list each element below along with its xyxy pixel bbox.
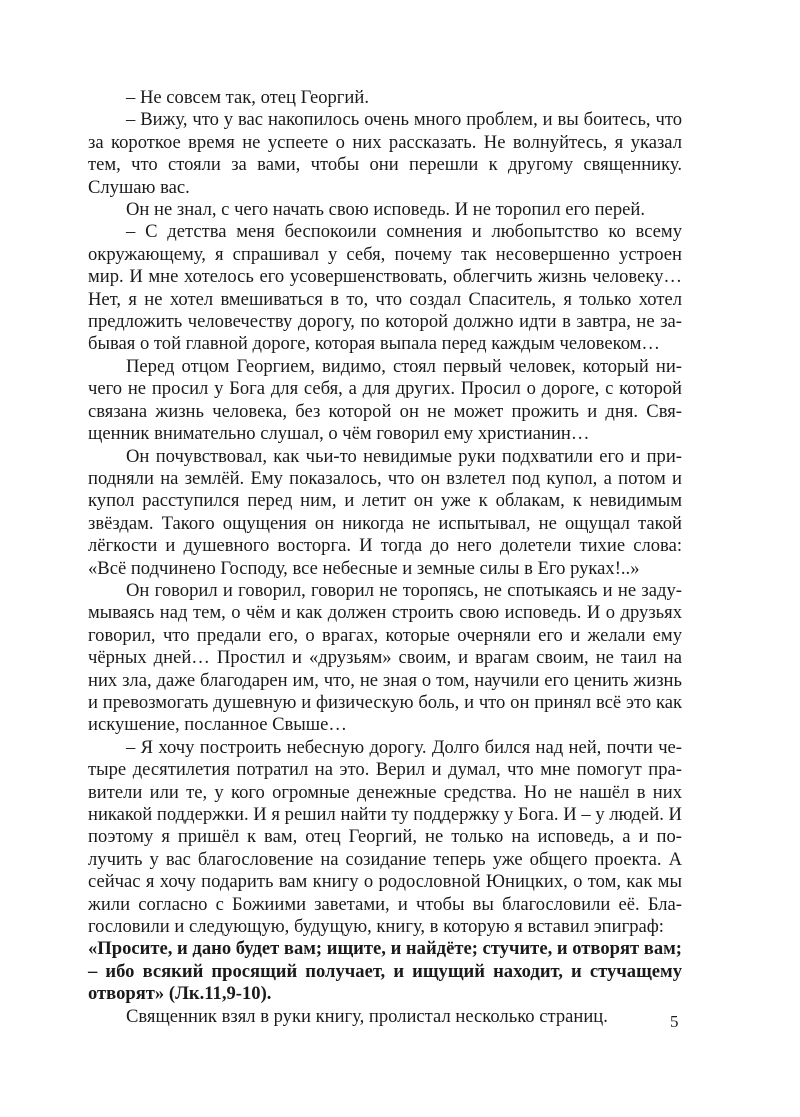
paragraph-6: Он почувствовал, как чьи-то невидимые руки подхватили его и приподняли на землёй. Ему показалось, что он взлетел под купол, а потом и купол расступился перед ним, и летит он уже к облакам, к невидимым звёздам. Такого ощущения он никогда не испытывал, не ощущал такой лёгкости и душевного восторга. И тогда до него долетели тихие слова: «Всё подчинено Господу, все небесные и земные силы в Его руках!..» bbox=[88, 445, 682, 579]
paragraph-2: – Вижу, что у вас накопилось очень много проблем, и вы боитесь, что за короткое время не успеете о них рассказать. Не волнуйтесь, я указал тем, что стояли за вами, чтобы они перешли к другому священнику. Слушаю вас. bbox=[88, 109, 682, 198]
paragraph-8: – Я хочу построить небесную дорогу. Долго бился над ней, почти четыре десятилетия потратил на это. Верил и думал, что мне помогут правители или те, у кого огромные денежные средства. Но не нашёл в них никакой поддержки. И я решил найти ту поддержку у Бога. И – у людей. И поэтому я пришёл к вам, отец Георгий, не только на исповедь, а и получить у вас благословение на созидание теперь уже общего проекта. А сейчас я хочу подарить вам книгу о родословной Юницких, о том, как мы жили согласно с Божиими заветами, и чтобы вы благословили её. Благословили и следующую, будущую, книгу, в которую я вставил эпиграф: bbox=[88, 736, 682, 938]
epigraph-quote: «Просите, и дано будет вам; ищите, и найдёте; стучите, и отворят вам; – ибо всякий просящий получает, и ищущий находит, и стучащему отворят» (Лк.11,9-10). bbox=[88, 938, 683, 1005]
paragraph-4: – С детства меня беспокоили сомнения и любопытство ко всему окружающему, я спрашивал у себя, почему так несовершенно устроен мир. И мне хотелось его усовершенствовать, облегчить жизнь человеку… Нет, я не хотел вмешиваться в то, что создал Спаситель, я только хотел предложить человечеству дорогу, по которой должно идти в завтра, не забывая о той главной дороге, которая выпала перед каждым человеком… bbox=[88, 221, 682, 355]
paragraph-5: Перед отцом Георгием, видимо, стоял первый человек, который ничего не просил у Бога для себя, а для других. Просил о дороге, с которой связана жизнь человека, без которой он не может прожить и дня. Священник внимательно слушал, о чём говорил ему христианин… bbox=[88, 355, 682, 445]
page-body bbox=[88, 87, 682, 1028]
paragraph-3: Он не знал, с чего начать свою исповедь. И не торопил его перей. bbox=[126, 199, 645, 221]
paragraph-1: – Не совсем так, отец Георгий. bbox=[126, 87, 369, 108]
paragraph-9: Священник взял в руки книгу, пролистал несколько страниц. bbox=[126, 1005, 608, 1027]
page-number: 5 bbox=[670, 1012, 679, 1031]
paragraph-7: Он говорил и говорил, говорил не торопясь, не спотыкаясь и не задумываясь над тем, о чём и как должен строить свою исповедь. И о друзьях говорил, что предали его, о врагах, которые очерняли его и желали ему чёрных дней… Простил и «друзьям» своим, и врагам своим, не таил на них зла, даже благодарен им, что, не зная о том, научили его ценить жизнь и превозмогать душевную и физическую боль, и что он принял всё это как искушение, посланное Свыше… bbox=[88, 579, 682, 736]
